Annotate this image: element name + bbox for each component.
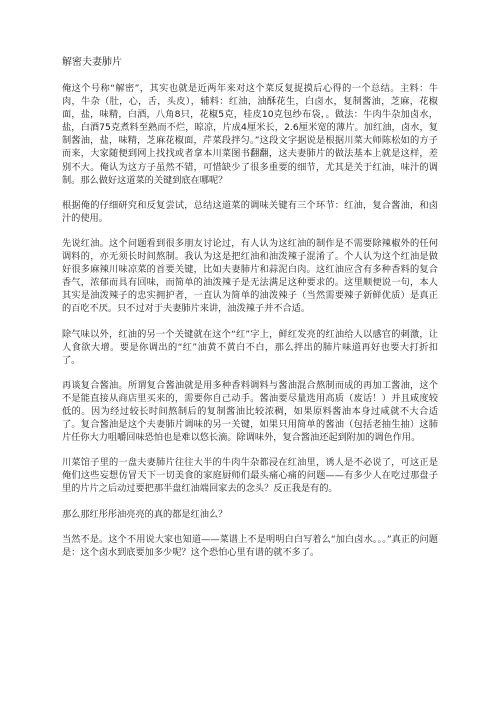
paragraph-seasoning-keys: 根据俺的仔细研究和反复尝试，总结这道菜的调味关键有三个环节：红油，复合酱油，和卤汁的使用。 — [62, 199, 438, 224]
paragraph-red-oil: 先说红油。这个问题看到很多朋友讨论过，有人认为这红油的制作是不需要除辣椒外的任何调料的，亦无须长时间熬制。我认为这是把红油和油泼辣子混淆了。个人认为这个红油是做好很多麻辣川味凉菜的首要关键，比如夫妻肺片和蒜泥白肉。这红油应含有多种香料的复合香气，浓郁而具有回味，而简单的油泼辣子是无法满足这种要求的。这里顺便说一句，本人其实是油泼辣子的忠实拥护者，一直认为简单的油泼辣子（当然需要辣子新鲜优质）是真正的百吃不厌。只不过对于夫妻肺片来讲，油泼辣子并不合适。 — [62, 237, 438, 315]
document-page — [62, 56, 438, 571]
paragraph-compound-soy-sauce: 再谈复合酱油。所谓复合酱油就是用多种香料调料与酱油混合熬制而成的再加工酱油，这个不是能直接从商店里买来的，需要你自己动手。酱油要尽量选用高质（废话！）并且咸度较低的。因为经过较长时间熬制后的复制酱油比较浓稠，如果原料酱油本身过咸就不大合适了。复合酱油是这个夫妻肺片调味的另一关键，如果只用简单的酱油（包括老抽生抽）这肺片任你大力咀嚼回味恐怕也是难以悠长滴。除调味外，复合酱油还起到附加的调色作用。 — [62, 379, 438, 444]
paragraph-intro: 俺这个号称“解密”，其实也就是近两年来对这个菜反复捉摸后心得的一个总结。主料：牛肉，牛杂（肚，心，舌，头皮），辅料：红油，油酥花生，白卤水，复制酱油，芝麻，花椒面，盐，味精，白酒，八角8只，花椒5克，桂皮10克包纱布袋，。做法：牛肉牛杂加卤水，盐，白酒75克煮料至熟而不烂，晾凉，片成4厘米长，2.6厘米宽的薄片。加红油，卤水，复制酱油，盐，味精，芝麻花椒面，芹菜段拌匀。”这段文字据说是根据川菜大师陈松如的方子而来，大家随便到网上找找或者拿本川菜图书翻翻，这夫妻肺片的做法基本上就是这样，差别不大。俺认为这方子虽然不错，可惜缺少了很多重要的细节，尤其是关于红油，味汁的调制。那么做好这道菜的关键到底在哪呢？ — [62, 83, 438, 186]
paragraph-brine: 当然不是。这个不用说大家也知道——菜谱上不是明明白白写着么“加白卤水。。。”真正的问题是：这个卤水到底要加多少呢？这个恐怕心里有谱的就不多了。 — [62, 533, 438, 558]
paragraph-restaurant-plate: 川菜馆子里的一盘夫妻肺片往往大半的牛肉牛杂都浸在红油里，诱人是不必说了，可这正是俺们这些妄想仿冒天下一切美食的家庭厨师们最头痛心痛的问题——有多少人在吃过那盘子里的片片之后动过要把那半盘红油端回家去的念头？反正我是有的。 — [62, 457, 438, 495]
document-title: 解密夫妻肺片 — [62, 57, 122, 68]
paragraph-red-color: 除气味以外，红油的另一个关键就在这个“红”字上，鲜红发亮的红油给人以感官的刺激，让人食欲大增。要是你调出的“红”油黄不黄白不白，那么拌出的肺片味道再好也要大打折扣了。 — [62, 328, 438, 366]
paragraph-question: 那么那红彤彤油亮亮的真的都是红油么？ — [62, 508, 228, 520]
